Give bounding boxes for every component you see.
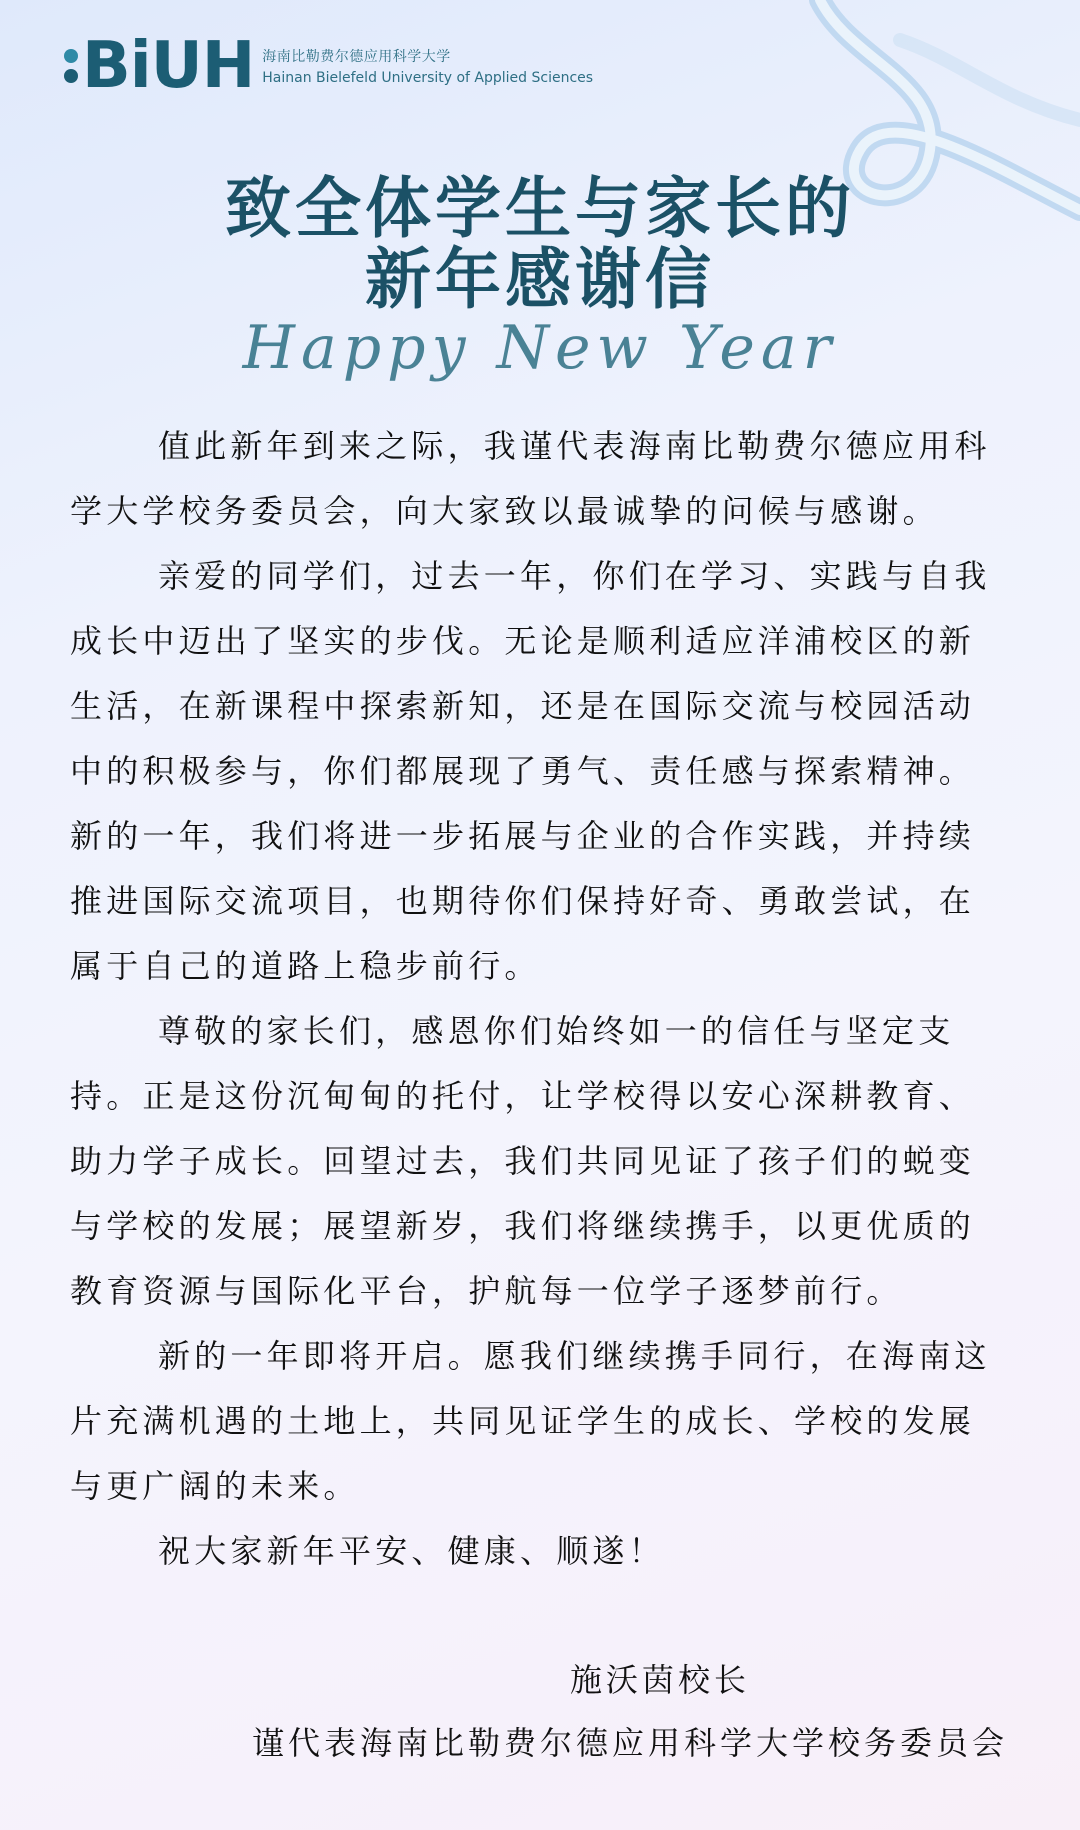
letter-body: [70, 414, 1010, 1584]
title-line-1: 致全体学生与家长的: [225, 170, 855, 247]
logo-dots: [64, 49, 78, 83]
paragraph-new-year: 新的一年即将开启。愿我们继续携手同行，在海南这片充满机遇的土地上，共同见证学生的成长、学校的发展与更广阔的未来。: [70, 1337, 991, 1505]
university-name-en: Hainan Bielefeld University of Applied Sciences: [262, 70, 594, 86]
signature-on-behalf: 谨代表海南比勒费尔德应用科学大学校务委员会: [251, 1724, 1008, 1762]
university-logo: [64, 29, 594, 103]
paragraph-parents: 尊敬的家长们，感恩你们始终如一的信任与坚定支持。正是这份沉甸甸的托付，让学校得以安心深耕教育、助力学子成长。回望过去，我们共同见证了孩子们的蜕变与学校的发展；展望新岁，我们将继续携手，以更优质的教育资源与国际化平台，护航每一位学子逐梦前行。: [70, 1012, 976, 1310]
logo-wordmark: BiUH: [82, 29, 255, 103]
paragraph-wishes: 祝大家新年平安、健康、顺遂！: [158, 1532, 665, 1570]
logo-mark: [64, 29, 255, 103]
happy-new-year-script: Happy New Year: [242, 313, 838, 383]
paragraph-students: 亲爱的同学们，过去一年，你们在学习、实践与自我成长中迈出了坚实的步伐。无论是顺利适应洋浦校区的新生活，在新课程中探索新知，还是在国际交流与校园活动中的积极参与，你们都展现了勇气、责任感与探索精神。新的一年，我们将进一步拓展与企业的合作实践，并持续推进国际交流项目，也期待你们保持好奇、勇敢尝试，在属于自己的道路上稳步前行。: [70, 557, 991, 985]
logo-dot-bottom: [64, 69, 78, 83]
signature-name: 施沃茵校长: [569, 1661, 750, 1699]
paragraph-greeting: 值此新年到来之际，我谨代表海南比勒费尔德应用科学大学校务委员会，向大家致以最诚挚的问候与感谢。: [70, 427, 991, 530]
university-name-cn: 海南比勒费尔德应用科学大学: [262, 49, 451, 65]
logo-dot-top: [64, 49, 78, 63]
title-line-2: 新年感谢信: [365, 241, 715, 318]
logo-text: [262, 46, 593, 86]
